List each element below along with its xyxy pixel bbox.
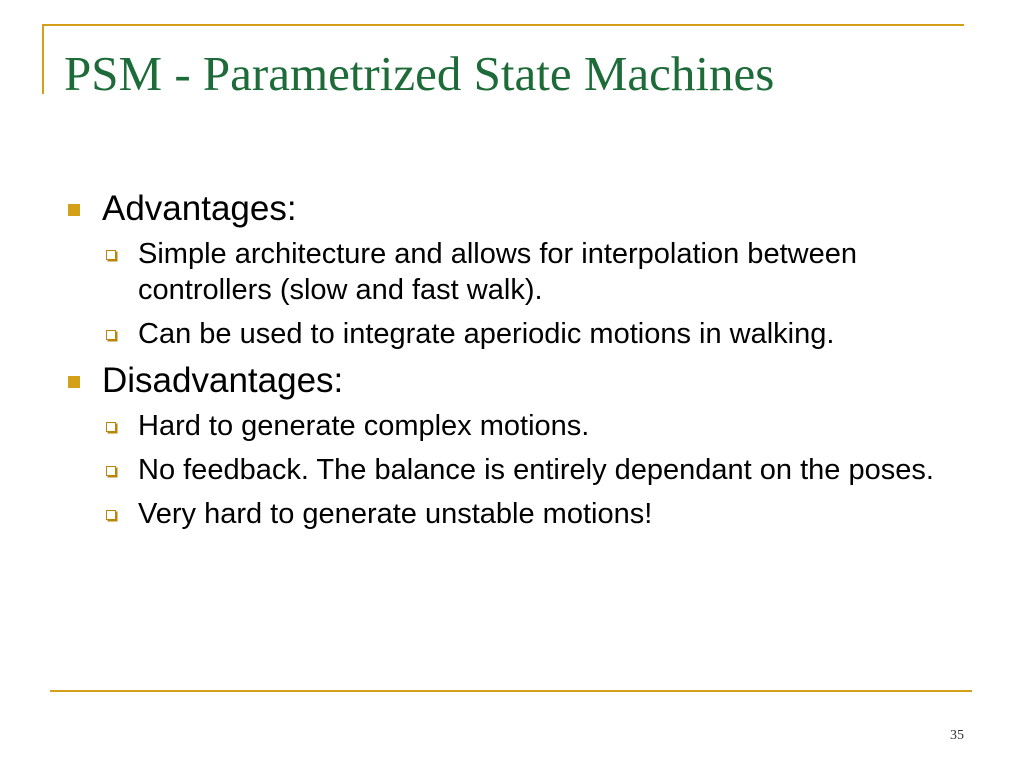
left-rule (42, 24, 44, 94)
list-item (64, 452, 964, 488)
bullet-disadvantages (64, 360, 964, 402)
list-item-text: Hard to generate complex motions. (138, 410, 590, 442)
hollow-square-bullet-icon (106, 510, 116, 520)
hollow-square-bullet-icon (106, 330, 116, 340)
page-number: 35 (950, 728, 964, 743)
advantages-list (64, 236, 964, 352)
bottom-rule (50, 690, 972, 692)
list-item (64, 496, 964, 532)
top-rule (42, 24, 964, 26)
list-item (64, 236, 964, 308)
square-bullet-icon (68, 376, 80, 388)
list-item-text: Simple architecture and allows for interpolation between controllers (slow and fast walk). (138, 238, 857, 306)
list-item-text: Can be used to integrate aperiodic motions in walking. (138, 318, 835, 350)
bullet-advantages (64, 188, 964, 230)
list-item-text: Very hard to generate unstable motions! (138, 498, 653, 530)
square-bullet-icon (68, 204, 80, 216)
slide-title: PSM - Parametrized State Machines (64, 46, 775, 101)
section-heading: Advantages: (102, 189, 297, 228)
slide-body (64, 188, 964, 540)
hollow-square-bullet-icon (106, 422, 116, 432)
section-heading: Disadvantages: (102, 361, 344, 400)
list-item (64, 408, 964, 444)
disadvantages-list (64, 408, 964, 532)
list-item (64, 316, 964, 352)
list-item-text: No feedback. The balance is entirely dependant on the poses. (138, 454, 934, 486)
hollow-square-bullet-icon (106, 466, 116, 476)
hollow-square-bullet-icon (106, 250, 116, 260)
